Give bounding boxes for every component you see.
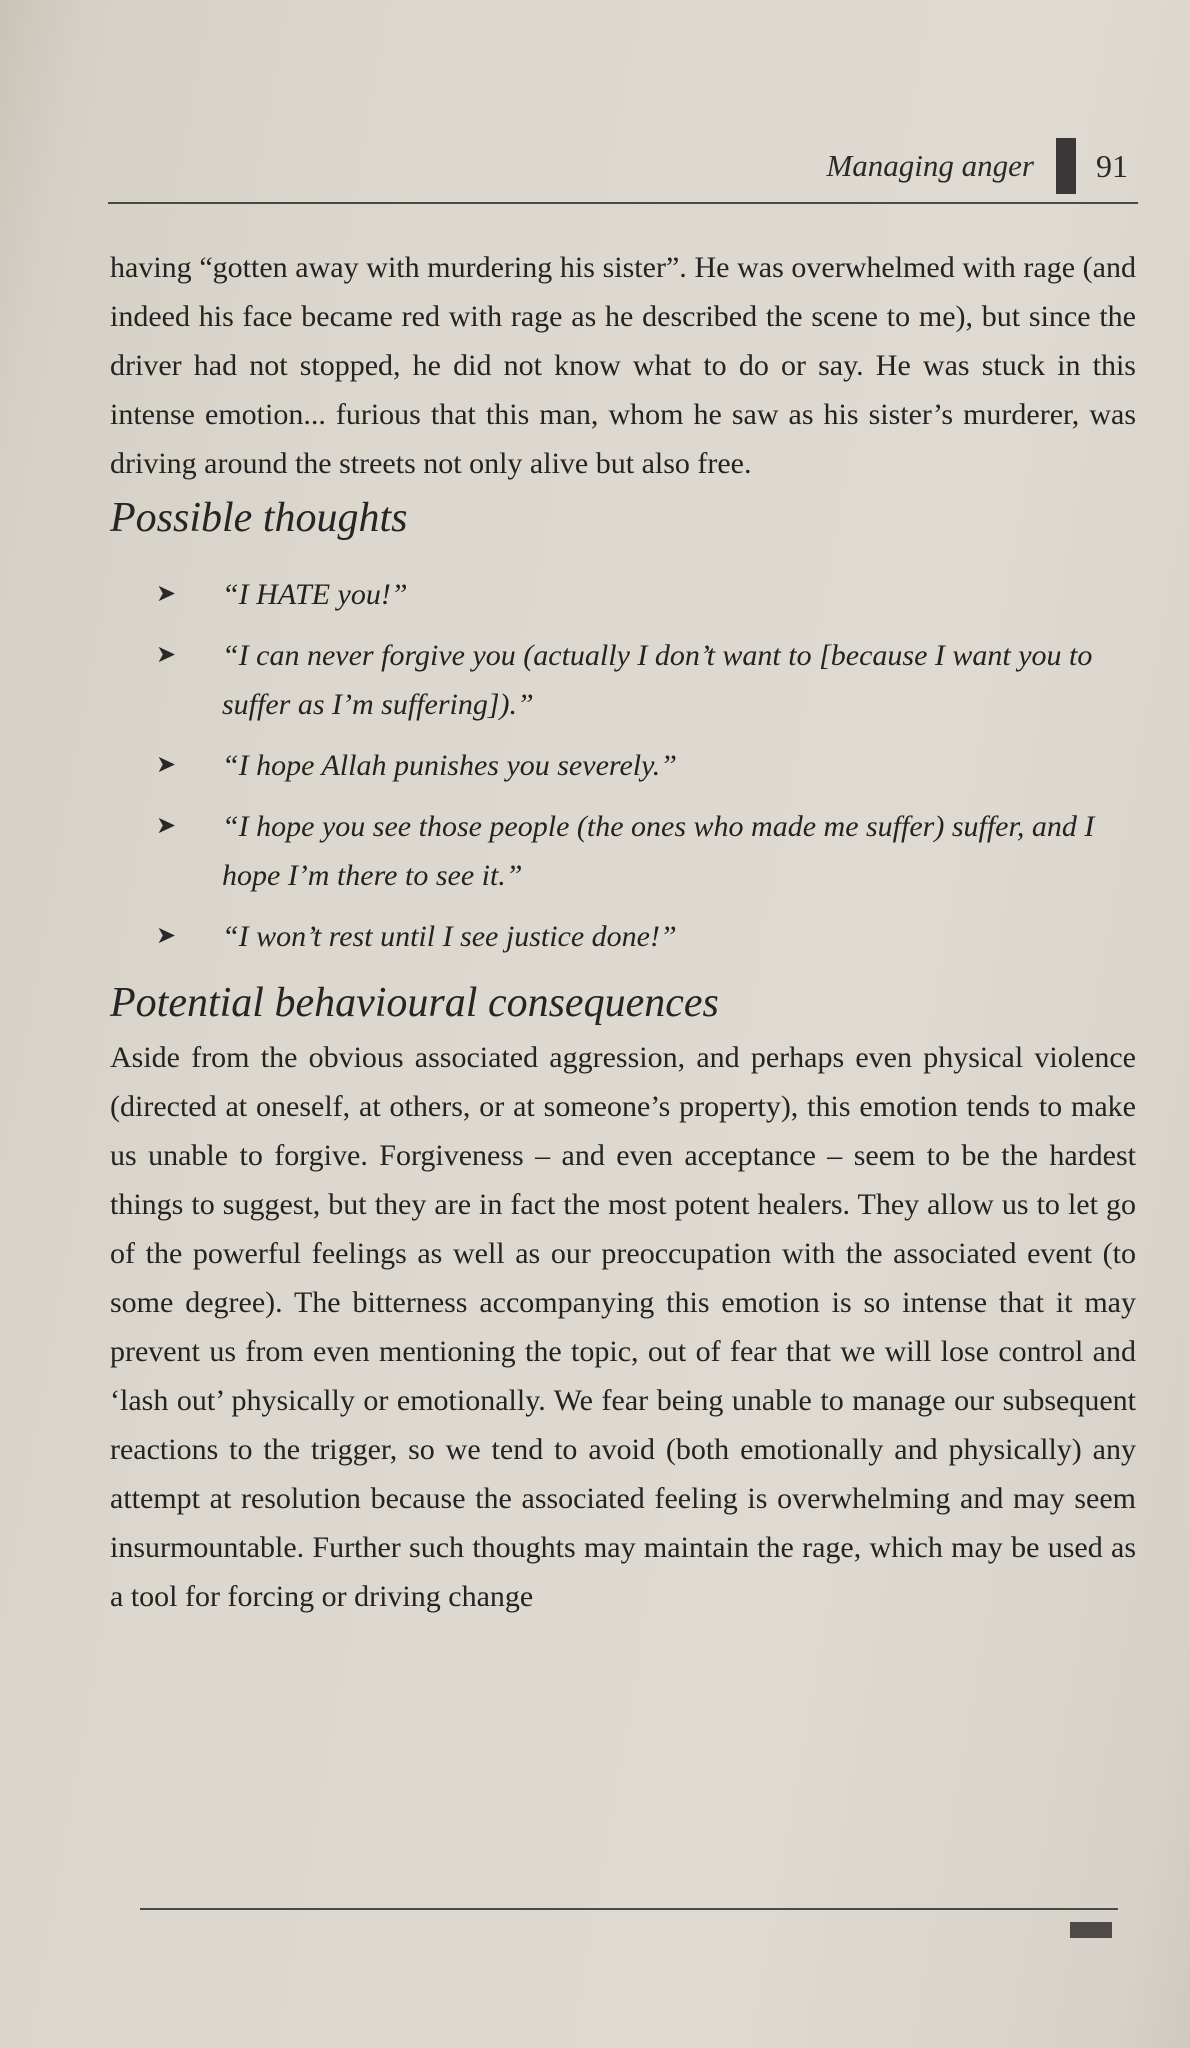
footer-rule: [140, 1908, 1118, 1910]
section-heading-behavioural-consequences: Potential behavioural consequences: [110, 980, 719, 1026]
list-item: [156, 802, 1136, 900]
thought-text: “I hope you see those people (the ones who made me suffer) suffer, and I hope I’m there to see it.”: [222, 810, 1095, 892]
list-item: [156, 912, 1136, 961]
list-item: [156, 741, 1136, 790]
arrowhead-bullet-icon: ➤: [156, 581, 177, 607]
intro-paragraph: having “gotten away with murdering his sister”. He was overwhelmed with rage (and indeed his face became red with rage as he described the scene to me), but since the driver had not stopped, he did not know what to do or say. He was stuck in this intense emotion... furious that this man, whom he saw as his sister’s murderer, was driving around the streets not only alive but also free.: [110, 251, 1136, 480]
arrowhead-bullet-icon: ➤: [156, 752, 177, 778]
arrowhead-bullet-icon: ➤: [156, 813, 177, 839]
list-item: [156, 631, 1136, 729]
thought-text: “I hope Allah punishes you severely.”: [222, 749, 677, 782]
list-item: [156, 570, 1136, 619]
page-number: 91: [1096, 147, 1128, 184]
page-body: [110, 243, 1136, 1621]
thought-text: “I can never forgive you (actually I don’t want to [because I want you to suffer as I’m suffering]).”: [222, 639, 1093, 721]
arrowhead-bullet-icon: ➤: [156, 923, 177, 949]
section-heading-possible-thoughts: Possible thoughts: [110, 495, 408, 541]
footer-mark: [1070, 1922, 1112, 1938]
header-rule: [108, 202, 1138, 204]
page-header: [826, 138, 1128, 194]
thought-text: “I HATE you!”: [222, 578, 408, 611]
running-head: Managing anger: [826, 148, 1034, 183]
thoughts-list: [110, 570, 1136, 961]
consequences-paragraph: Aside from the obvious associated aggression, and perhaps even physical violence (directed at oneself, at others, or at someone’s property), this emotion tends to make us unable to forgive. Forgiveness – and even acceptance – seem to be the hardest things to suggest, but they are in fact the most potent healers. They allow us to let go of the powerful feelings as well as our preoccupation with the associated event (to some degree). The bitterness accompanying this emotion is so intense that it may prevent us from even mentioning the topic, out of fear that we will lose control and ‘lash out’ physically or emotionally. We fear being unable to manage our subsequent reactions to the trigger, so we tend to avoid (both emotionally and physically) any attempt at resolution because the associated feeling is overwhelming and may seem insurmountable. Further such thoughts may maintain the rage, which may be used as a tool for forcing or driving change: [110, 1041, 1136, 1613]
thought-text: “I won’t rest until I see justice done!”: [222, 920, 677, 953]
header-bar: [1056, 138, 1076, 194]
arrowhead-bullet-icon: ➤: [156, 642, 177, 668]
